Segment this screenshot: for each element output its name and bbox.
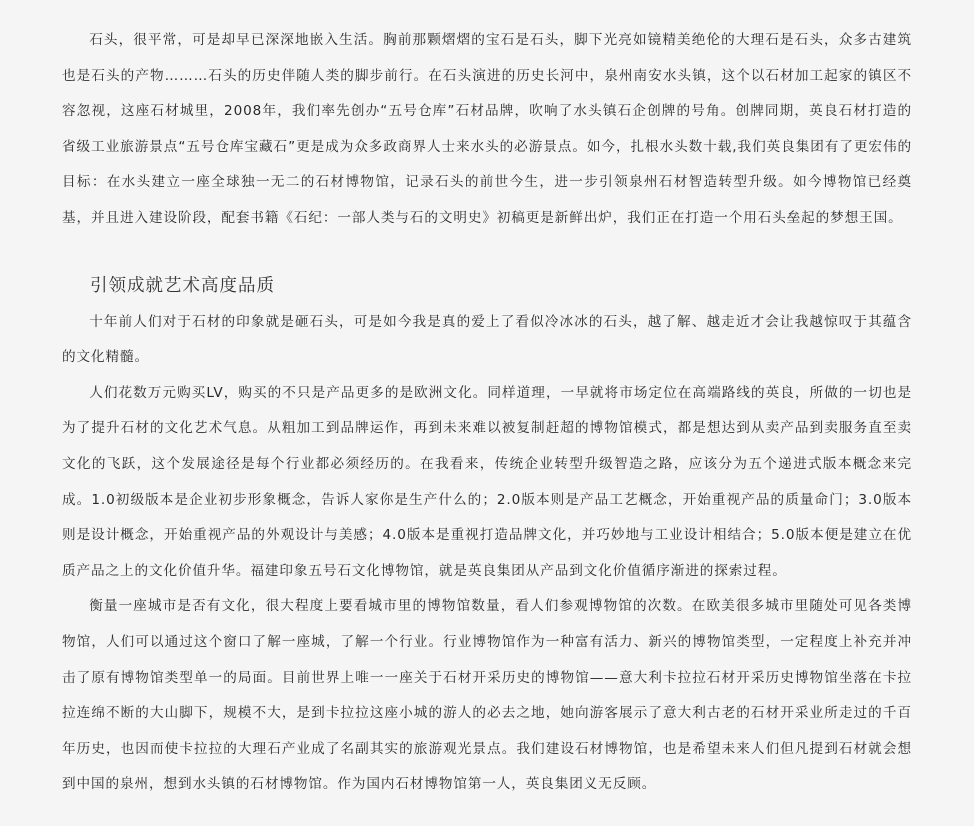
section-paragraph: 衡量一座城市是否有文化，很大程度上要看城市里的博物馆数量，看人们参观博物馆的次数。在欧美很多城市里随处可见各类博物馆，人们可以通过这个窗口了解一座城，了解一个行业。行业博物馆作为一种富有活力、新兴的博物馆类型，一定程度上补充并冲击了原有博物馆类型单一的局面。目前世界上唯一一座关于石材开采历史的博物馆——意大利卡拉拉石材开采历史博物馆坐落在卡拉拉连绵不断的大山脚下，规模不大，是到卡拉拉这座小城的游人的必去之地，她向游客展示了意大利古老的石材开采业所走过的千百年历史，也因而使卡拉拉的大理石产业成了名副其实的旅游观光景点。我们建设石材博物馆，也是希望未来人们但凡提到石材就会想到中国的泉州，想到水头镇的石材博物馆。作为国内石材博物馆第一人，英良集团义无反顾。 xyxy=(62,598,912,793)
intro-paragraph: 石头，很平常，可是却早已深深地嵌入生活。胸前那颗熠熠的宝石是石头，脚下光亮如镜精美绝伦的大理石是石头，众多古建筑也是石头的产物………石头的历史伴随人类的脚步前行。在石头演进的历史长河中，泉州南安水头镇，这个以石材加工起家的镇区不容忽视，这座石材城里，2008年，我们率先创办“五号仓库”石材品牌，吹响了水头镇石企创牌的号角。创牌同期，英良石材打造的省级工业旅游景点“五号仓库宝藏石”更是成为众多政商界人士来水头的必游景点。如今，扎根水头数十载,我们英良集团有了更宏伟的目标：在水头建立一座全球独一无二的石材博物馆，记录石头的前世今生，进一步引领泉州石材智造转型升级。如今博物馆已经奠基，并且进入建设阶段，配套书籍《石纪：一部人类与石的文明史》初稿更是新鲜出炉，我们正在打造一个用石头垒起的梦想王国。 xyxy=(62,32,912,226)
section-heading: 引领成就艺术高度品质 xyxy=(90,275,275,296)
section-paragraph: 十年前人们对于石材的印象就是砸石头，可是如今我是真的爱上了看似冷冰冰的石头，越了解、越走近才会让我越惊叹于其蕴含的文化精髓。 xyxy=(62,313,912,366)
section-body xyxy=(62,305,974,803)
section-paragraph: 人们花数万元购买LV，购买的不只是产品更多的是欧洲文化。同样道理，一早就将市场定位在高端路线的英良，所做的一切也是为了提升石材的文化艺术气息。从粗加工到品牌运作，再到未来难以被复制赶超的博物馆模式，都是想达到从卖产品到卖服务直至卖文化的飞跃，这个发展途径是每个行业都必须经历的。在我看来，传统企业转型升级智造之路，应该分为五个递进式版本概念来完成。1.0初级版本是企业初步形象概念，告诉人家你是生产什么的；2.0版本则是产品工艺概念，开始重视产品的质量命门；3.0版本则是设计概念，开始重视产品的外观设计与美感；4.0版本是重视打造品牌文化，并巧妙地与工业设计相结合；5.0版本便是建立在优质产品之上的文化价值升华。福建印象五号石文化博物馆，就是英良集团从产品到文化价值循序渐进的探索过程。 xyxy=(62,384,912,579)
